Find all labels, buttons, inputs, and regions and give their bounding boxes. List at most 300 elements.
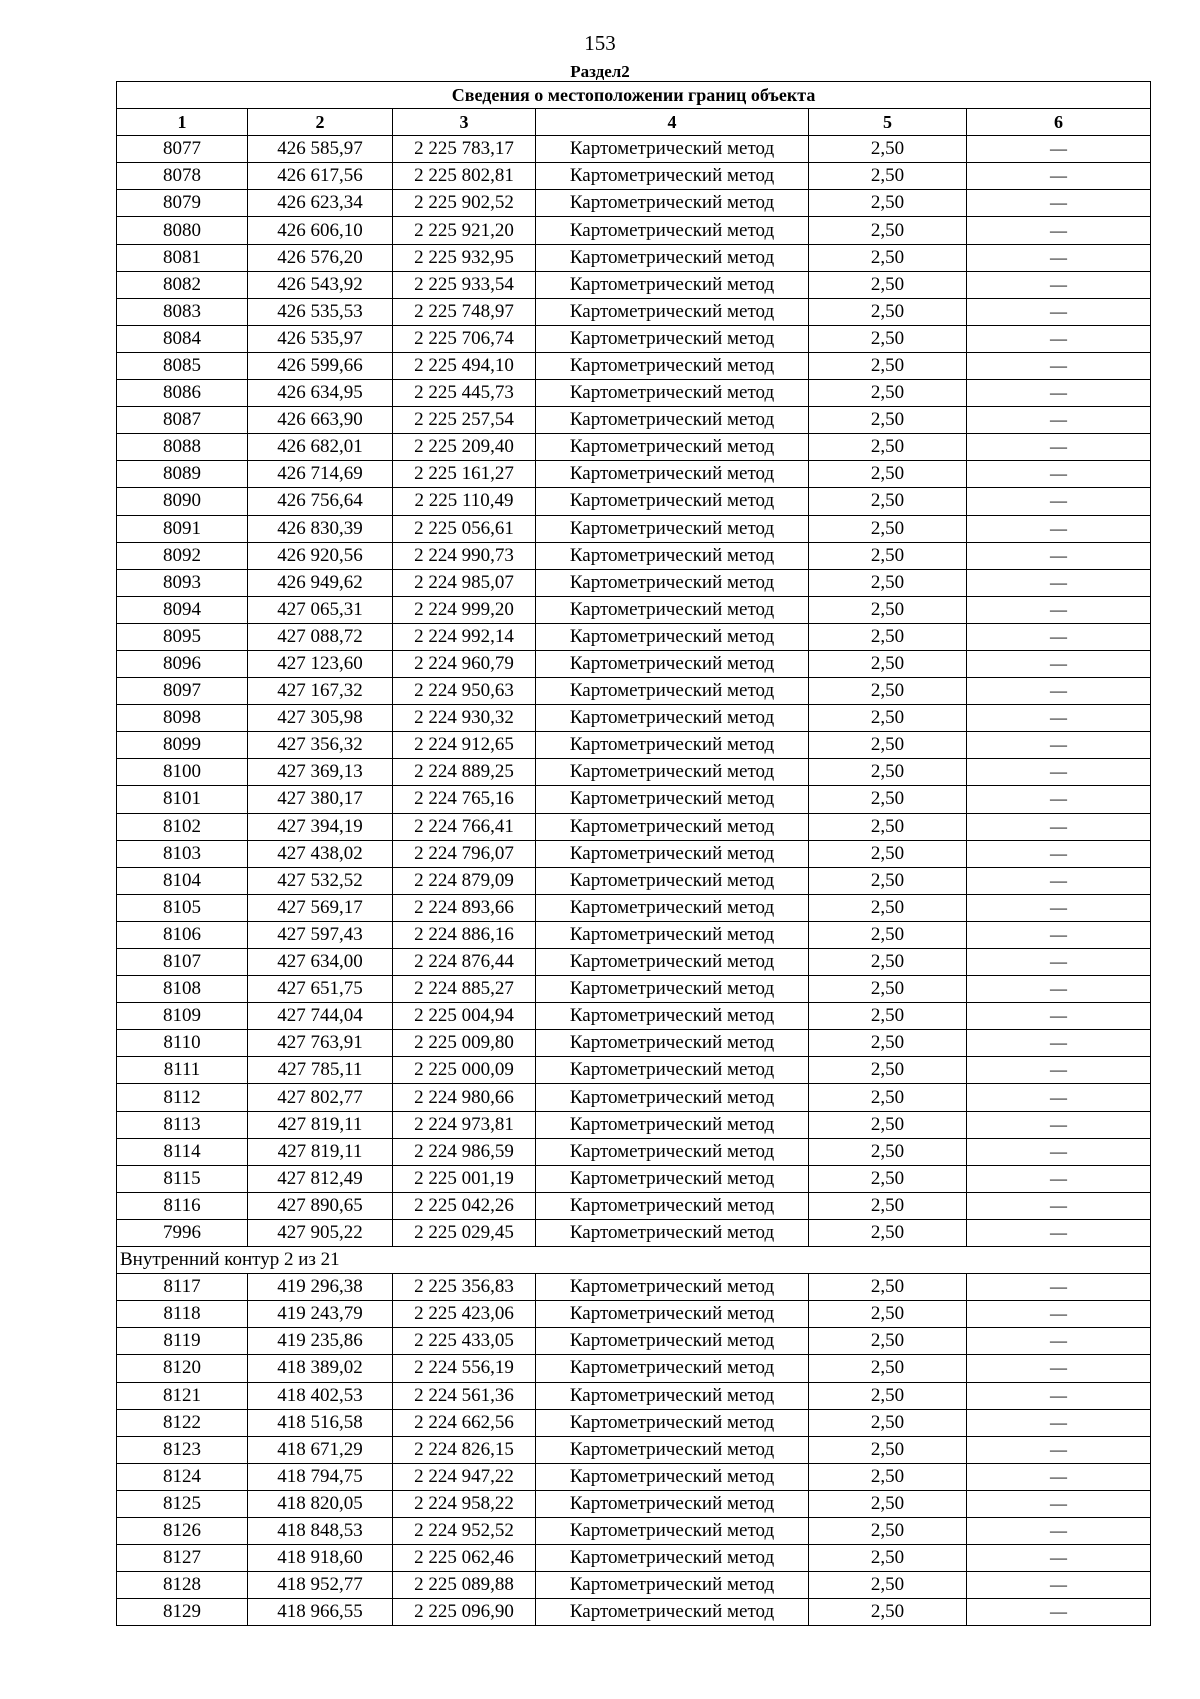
point-number-cell: 8098 (117, 705, 248, 732)
description-cell: — (967, 1572, 1151, 1599)
precision-cell: 2,50 (809, 1436, 967, 1463)
description-cell: — (967, 1517, 1151, 1544)
precision-cell: 2,50 (809, 949, 967, 976)
precision-cell: 2,50 (809, 921, 967, 948)
method-cell: Картометрический метод (536, 569, 809, 596)
coordinate-y-cell: 2 224 662,56 (393, 1409, 536, 1436)
point-number-cell: 8088 (117, 434, 248, 461)
point-number-cell: 8127 (117, 1545, 248, 1572)
precision-cell: 2,50 (809, 1517, 967, 1544)
description-cell: — (967, 1274, 1151, 1301)
coordinate-y-cell: 2 224 985,07 (393, 569, 536, 596)
precision-cell: 2,50 (809, 678, 967, 705)
precision-cell: 2,50 (809, 1328, 967, 1355)
table-row (117, 759, 1151, 786)
description-cell: — (967, 190, 1151, 217)
precision-cell: 2,50 (809, 1192, 967, 1219)
description-cell: — (967, 1138, 1151, 1165)
point-number-cell: 8111 (117, 1057, 248, 1084)
coordinate-y-cell: 2 225 004,94 (393, 1003, 536, 1030)
point-number-cell: 8091 (117, 515, 248, 542)
coordinate-y-cell: 2 225 042,26 (393, 1192, 536, 1219)
coordinate-x-cell: 418 966,55 (248, 1599, 393, 1626)
coordinate-x-cell: 426 714,69 (248, 461, 393, 488)
point-number-cell: 8079 (117, 190, 248, 217)
precision-cell: 2,50 (809, 1030, 967, 1057)
coordinate-y-cell: 2 225 029,45 (393, 1219, 536, 1246)
table-row (117, 678, 1151, 705)
precision-cell: 2,50 (809, 705, 967, 732)
coordinate-y-cell: 2 225 089,88 (393, 1572, 536, 1599)
coordinate-y-cell: 2 225 000,09 (393, 1057, 536, 1084)
table-header-row (117, 109, 1151, 136)
coordinate-x-cell: 427 065,31 (248, 596, 393, 623)
coordinate-x-cell: 426 634,95 (248, 380, 393, 407)
point-number-cell: 8093 (117, 569, 248, 596)
method-cell: Картометрический метод (536, 488, 809, 515)
precision-cell: 2,50 (809, 1409, 967, 1436)
precision-cell: 2,50 (809, 298, 967, 325)
table-row (117, 1003, 1151, 1030)
coordinate-x-cell: 427 532,52 (248, 867, 393, 894)
method-cell: Картометрический метод (536, 136, 809, 163)
description-cell: — (967, 1599, 1151, 1626)
point-number-cell: 8129 (117, 1599, 248, 1626)
coordinate-y-cell: 2 225 062,46 (393, 1545, 536, 1572)
coordinate-x-cell: 426 535,53 (248, 298, 393, 325)
coordinate-y-cell: 2 225 445,73 (393, 380, 536, 407)
precision-cell: 2,50 (809, 461, 967, 488)
precision-cell: 2,50 (809, 759, 967, 786)
precision-cell: 2,50 (809, 217, 967, 244)
coordinate-x-cell: 418 918,60 (248, 1545, 393, 1572)
method-cell: Картометрический метод (536, 1355, 809, 1382)
coordinate-y-cell: 2 224 947,22 (393, 1463, 536, 1490)
coordinate-y-cell: 2 224 879,09 (393, 867, 536, 894)
description-cell: — (967, 515, 1151, 542)
description-cell: — (967, 217, 1151, 244)
description-cell: — (967, 434, 1151, 461)
precision-cell: 2,50 (809, 380, 967, 407)
coordinate-x-cell: 427 569,17 (248, 894, 393, 921)
table-row (117, 1463, 1151, 1490)
table-row (117, 190, 1151, 217)
coordinate-y-cell: 2 225 494,10 (393, 352, 536, 379)
page-number: 153 (584, 31, 616, 55)
precision-cell: 2,50 (809, 325, 967, 352)
coordinate-x-cell: 427 123,60 (248, 650, 393, 677)
precision-cell: 2,50 (809, 650, 967, 677)
description-cell: — (967, 678, 1151, 705)
coordinate-x-cell: 418 516,58 (248, 1409, 393, 1436)
precision-cell: 2,50 (809, 1572, 967, 1599)
coordinate-y-cell: 2 224 980,66 (393, 1084, 536, 1111)
table-row (117, 786, 1151, 813)
coordinate-x-cell: 427 369,13 (248, 759, 393, 786)
section-title: Раздел2 (570, 62, 630, 81)
table-row (117, 136, 1151, 163)
point-number-cell: 8090 (117, 488, 248, 515)
point-number-cell: 8078 (117, 163, 248, 190)
point-number-cell: 8112 (117, 1084, 248, 1111)
description-cell: — (967, 1355, 1151, 1382)
precision-cell: 2,50 (809, 515, 967, 542)
table-row (117, 1084, 1151, 1111)
method-cell: Картометрический метод (536, 1003, 809, 1030)
coordinate-y-cell: 2 224 889,25 (393, 759, 536, 786)
method-cell: Картометрический метод (536, 434, 809, 461)
method-cell: Картометрический метод (536, 1111, 809, 1138)
description-cell: — (967, 542, 1151, 569)
point-number-cell: 8119 (117, 1328, 248, 1355)
table-row (117, 217, 1151, 244)
point-number-cell: 8125 (117, 1490, 248, 1517)
coordinate-x-cell: 426 617,56 (248, 163, 393, 190)
description-cell: — (967, 1030, 1151, 1057)
precision-cell: 2,50 (809, 488, 967, 515)
point-number-cell: 8121 (117, 1382, 248, 1409)
method-cell: Картометрический метод (536, 976, 809, 1003)
precision-cell: 2,50 (809, 1165, 967, 1192)
coordinate-x-cell: 427 802,77 (248, 1084, 393, 1111)
precision-cell: 2,50 (809, 1274, 967, 1301)
description-cell: — (967, 813, 1151, 840)
point-number-cell: 8092 (117, 542, 248, 569)
point-number-cell: 8109 (117, 1003, 248, 1030)
table-row (117, 1219, 1151, 1246)
coordinate-x-cell: 418 402,53 (248, 1382, 393, 1409)
table-row (117, 1409, 1151, 1436)
precision-cell: 2,50 (809, 596, 967, 623)
point-number-cell: 8110 (117, 1030, 248, 1057)
coordinate-x-cell: 427 819,11 (248, 1111, 393, 1138)
method-cell: Картометрический метод (536, 407, 809, 434)
coordinate-x-cell: 418 820,05 (248, 1490, 393, 1517)
precision-cell: 2,50 (809, 1219, 967, 1246)
description-cell: — (967, 298, 1151, 325)
precision-cell: 2,50 (809, 894, 967, 921)
table-row (117, 1490, 1151, 1517)
coordinate-y-cell: 2 224 766,41 (393, 813, 536, 840)
table-row (117, 650, 1151, 677)
coordinate-x-cell: 419 243,79 (248, 1301, 393, 1328)
precision-cell: 2,50 (809, 163, 967, 190)
point-number-cell: 8094 (117, 596, 248, 623)
coordinate-x-cell: 427 394,19 (248, 813, 393, 840)
table-row (117, 840, 1151, 867)
table-caption: Сведения о местоположении границ объекта (117, 82, 1151, 109)
table-row (117, 1030, 1151, 1057)
point-number-cell: 8085 (117, 352, 248, 379)
description-cell: — (967, 1165, 1151, 1192)
description-cell: — (967, 1463, 1151, 1490)
description-cell: — (967, 1409, 1151, 1436)
precision-cell: 2,50 (809, 244, 967, 271)
point-number-cell: 8081 (117, 244, 248, 271)
coordinate-y-cell: 2 225 748,97 (393, 298, 536, 325)
table-row (117, 1192, 1151, 1219)
method-cell: Картометрический метод (536, 1572, 809, 1599)
precision-cell: 2,50 (809, 623, 967, 650)
table-row (117, 732, 1151, 759)
point-number-cell: 8080 (117, 217, 248, 244)
method-cell: Картометрический метод (536, 163, 809, 190)
method-cell: Картометрический метод (536, 596, 809, 623)
method-cell: Картометрический метод (536, 867, 809, 894)
point-number-cell: 8122 (117, 1409, 248, 1436)
precision-cell: 2,50 (809, 352, 967, 379)
description-cell: — (967, 461, 1151, 488)
method-cell: Картометрический метод (536, 1436, 809, 1463)
precision-cell: 2,50 (809, 976, 967, 1003)
method-cell: Картометрический метод (536, 623, 809, 650)
coordinate-y-cell: 2 224 796,07 (393, 840, 536, 867)
point-number-cell: 8118 (117, 1301, 248, 1328)
description-cell: — (967, 623, 1151, 650)
coordinate-y-cell: 2 224 973,81 (393, 1111, 536, 1138)
contour-label: Внутренний контур 2 из 21 (117, 1247, 1151, 1274)
coordinate-y-cell: 2 225 802,81 (393, 163, 536, 190)
coordinate-x-cell: 427 651,75 (248, 976, 393, 1003)
precision-cell: 2,50 (809, 271, 967, 298)
coordinate-x-cell: 426 599,66 (248, 352, 393, 379)
method-cell: Картометрический метод (536, 298, 809, 325)
coordinate-y-cell: 2 225 783,17 (393, 136, 536, 163)
description-cell: — (967, 976, 1151, 1003)
coordinate-y-cell: 2 224 958,22 (393, 1490, 536, 1517)
column-header: 4 (536, 109, 809, 136)
method-cell: Картометрический метод (536, 515, 809, 542)
coordinate-y-cell: 2 224 930,32 (393, 705, 536, 732)
description-cell: — (967, 1057, 1151, 1084)
point-number-cell: 8106 (117, 921, 248, 948)
table-row (117, 894, 1151, 921)
precision-cell: 2,50 (809, 190, 967, 217)
coordinate-y-cell: 2 224 886,16 (393, 921, 536, 948)
coordinate-x-cell: 418 671,29 (248, 1436, 393, 1463)
method-cell: Картометрический метод (536, 461, 809, 488)
coordinate-x-cell: 426 756,64 (248, 488, 393, 515)
table-row (117, 1165, 1151, 1192)
description-cell: — (967, 1219, 1151, 1246)
coordinate-x-cell: 426 585,97 (248, 136, 393, 163)
coordinate-x-cell: 426 576,20 (248, 244, 393, 271)
precision-cell: 2,50 (809, 1490, 967, 1517)
description-cell: — (967, 1328, 1151, 1355)
coordinate-x-cell: 427 380,17 (248, 786, 393, 813)
point-number-cell: 8123 (117, 1436, 248, 1463)
point-number-cell: 8103 (117, 840, 248, 867)
method-cell: Картометрический метод (536, 1599, 809, 1626)
coordinate-x-cell: 426 682,01 (248, 434, 393, 461)
coordinate-x-cell: 426 830,39 (248, 515, 393, 542)
column-header: 3 (393, 109, 536, 136)
point-number-cell: 8089 (117, 461, 248, 488)
coordinate-x-cell: 427 356,32 (248, 732, 393, 759)
precision-cell: 2,50 (809, 407, 967, 434)
description-cell: — (967, 894, 1151, 921)
coordinate-y-cell: 2 225 009,80 (393, 1030, 536, 1057)
table-row (117, 976, 1151, 1003)
coordinate-x-cell: 427 634,00 (248, 949, 393, 976)
description-cell: — (967, 759, 1151, 786)
table-row (117, 1382, 1151, 1409)
precision-cell: 2,50 (809, 813, 967, 840)
point-number-cell: 8082 (117, 271, 248, 298)
method-cell: Картометрический метод (536, 678, 809, 705)
precision-cell: 2,50 (809, 1003, 967, 1030)
table-row (117, 352, 1151, 379)
coordinate-y-cell: 2 225 257,54 (393, 407, 536, 434)
point-number-cell: 8083 (117, 298, 248, 325)
point-number-cell: 8104 (117, 867, 248, 894)
table-row (117, 1436, 1151, 1463)
table-row (117, 298, 1151, 325)
coordinate-y-cell: 2 224 990,73 (393, 542, 536, 569)
description-cell: — (967, 732, 1151, 759)
method-cell: Картометрический метод (536, 840, 809, 867)
table-row (117, 244, 1151, 271)
method-cell: Картометрический метод (536, 542, 809, 569)
precision-cell: 2,50 (809, 434, 967, 461)
column-header: 2 (248, 109, 393, 136)
column-header: 1 (117, 109, 248, 136)
method-cell: Картометрический метод (536, 894, 809, 921)
description-cell: — (967, 1436, 1151, 1463)
coordinate-y-cell: 2 225 902,52 (393, 190, 536, 217)
coordinate-x-cell: 426 920,56 (248, 542, 393, 569)
coordinate-y-cell: 2 225 110,49 (393, 488, 536, 515)
precision-cell: 2,50 (809, 1138, 967, 1165)
table-row (117, 163, 1151, 190)
coordinate-x-cell: 419 296,38 (248, 1274, 393, 1301)
point-number-cell: 8100 (117, 759, 248, 786)
coordinate-y-cell: 2 224 765,16 (393, 786, 536, 813)
point-number-cell: 8096 (117, 650, 248, 677)
description-cell: — (967, 1545, 1151, 1572)
point-number-cell: 8084 (117, 325, 248, 352)
coordinate-y-cell: 2 225 423,06 (393, 1301, 536, 1328)
method-cell: Картометрический метод (536, 1030, 809, 1057)
table-row (117, 407, 1151, 434)
precision-cell: 2,50 (809, 569, 967, 596)
precision-cell: 2,50 (809, 1463, 967, 1490)
precision-cell: 2,50 (809, 1599, 967, 1626)
table-row (117, 1328, 1151, 1355)
coordinate-y-cell: 2 225 209,40 (393, 434, 536, 461)
table-row (117, 1274, 1151, 1301)
coordinate-x-cell: 427 905,22 (248, 1219, 393, 1246)
point-number-cell: 8077 (117, 136, 248, 163)
method-cell: Картометрический метод (536, 1057, 809, 1084)
description-cell: — (967, 650, 1151, 677)
coordinate-y-cell: 2 225 433,05 (393, 1328, 536, 1355)
coordinate-y-cell: 2 224 999,20 (393, 596, 536, 623)
description-cell: — (967, 1111, 1151, 1138)
method-cell: Картометрический метод (536, 1517, 809, 1544)
coordinate-x-cell: 426 535,97 (248, 325, 393, 352)
table-row (117, 542, 1151, 569)
table-row (117, 1517, 1151, 1544)
table-row (117, 1138, 1151, 1165)
method-cell: Картометрический метод (536, 352, 809, 379)
coordinate-x-cell: 418 389,02 (248, 1355, 393, 1382)
point-number-cell: 8086 (117, 380, 248, 407)
point-number-cell: 8108 (117, 976, 248, 1003)
method-cell: Картометрический метод (536, 380, 809, 407)
method-cell: Картометрический метод (536, 271, 809, 298)
table-row (117, 1572, 1151, 1599)
table-row (117, 813, 1151, 840)
coordinate-y-cell: 2 225 161,27 (393, 461, 536, 488)
description-cell: — (967, 569, 1151, 596)
description-cell: — (967, 840, 1151, 867)
coordinate-x-cell: 427 785,11 (248, 1057, 393, 1084)
method-cell: Картометрический метод (536, 1084, 809, 1111)
coordinate-x-cell: 418 794,75 (248, 1463, 393, 1490)
coordinate-x-cell: 426 623,34 (248, 190, 393, 217)
coordinate-x-cell: 427 812,49 (248, 1165, 393, 1192)
boundary-table (116, 81, 1151, 1626)
precision-cell: 2,50 (809, 732, 967, 759)
point-number-cell: 8105 (117, 894, 248, 921)
coordinate-x-cell: 426 543,92 (248, 271, 393, 298)
method-cell: Картометрический метод (536, 1138, 809, 1165)
coordinate-x-cell: 427 744,04 (248, 1003, 393, 1030)
point-number-cell: 8117 (117, 1274, 248, 1301)
coordinate-x-cell: 427 597,43 (248, 921, 393, 948)
coordinate-y-cell: 2 224 876,44 (393, 949, 536, 976)
precision-cell: 2,50 (809, 786, 967, 813)
coordinate-y-cell: 2 225 001,19 (393, 1165, 536, 1192)
coordinate-y-cell: 2 224 893,66 (393, 894, 536, 921)
table-row (117, 1599, 1151, 1626)
coordinate-y-cell: 2 225 933,54 (393, 271, 536, 298)
table-row (117, 461, 1151, 488)
description-cell: — (967, 786, 1151, 813)
table-row (117, 380, 1151, 407)
method-cell: Картометрический метод (536, 244, 809, 271)
method-cell: Картометрический метод (536, 921, 809, 948)
description-cell: — (967, 1382, 1151, 1409)
point-number-cell: 8113 (117, 1111, 248, 1138)
table-row (117, 1301, 1151, 1328)
description-cell: — (967, 867, 1151, 894)
coordinate-x-cell: 418 952,77 (248, 1572, 393, 1599)
precision-cell: 2,50 (809, 1545, 967, 1572)
description-cell: — (967, 1490, 1151, 1517)
coordinate-y-cell: 2 225 706,74 (393, 325, 536, 352)
point-number-cell: 8116 (117, 1192, 248, 1219)
point-number-cell: 8095 (117, 623, 248, 650)
method-cell: Картометрический метод (536, 949, 809, 976)
point-number-cell: 8126 (117, 1517, 248, 1544)
coordinate-x-cell: 427 890,65 (248, 1192, 393, 1219)
method-cell: Картометрический метод (536, 786, 809, 813)
description-cell: — (967, 1301, 1151, 1328)
point-number-cell: 8099 (117, 732, 248, 759)
coordinate-y-cell: 2 224 826,15 (393, 1436, 536, 1463)
method-cell: Картометрический метод (536, 759, 809, 786)
method-cell: Картометрический метод (536, 732, 809, 759)
coordinate-x-cell: 427 305,98 (248, 705, 393, 732)
contour-label-row (117, 1247, 1151, 1274)
column-header: 6 (967, 109, 1151, 136)
method-cell: Картометрический метод (536, 217, 809, 244)
coordinate-y-cell: 2 224 952,52 (393, 1517, 536, 1544)
coordinate-y-cell: 2 224 960,79 (393, 650, 536, 677)
table-row (117, 1111, 1151, 1138)
